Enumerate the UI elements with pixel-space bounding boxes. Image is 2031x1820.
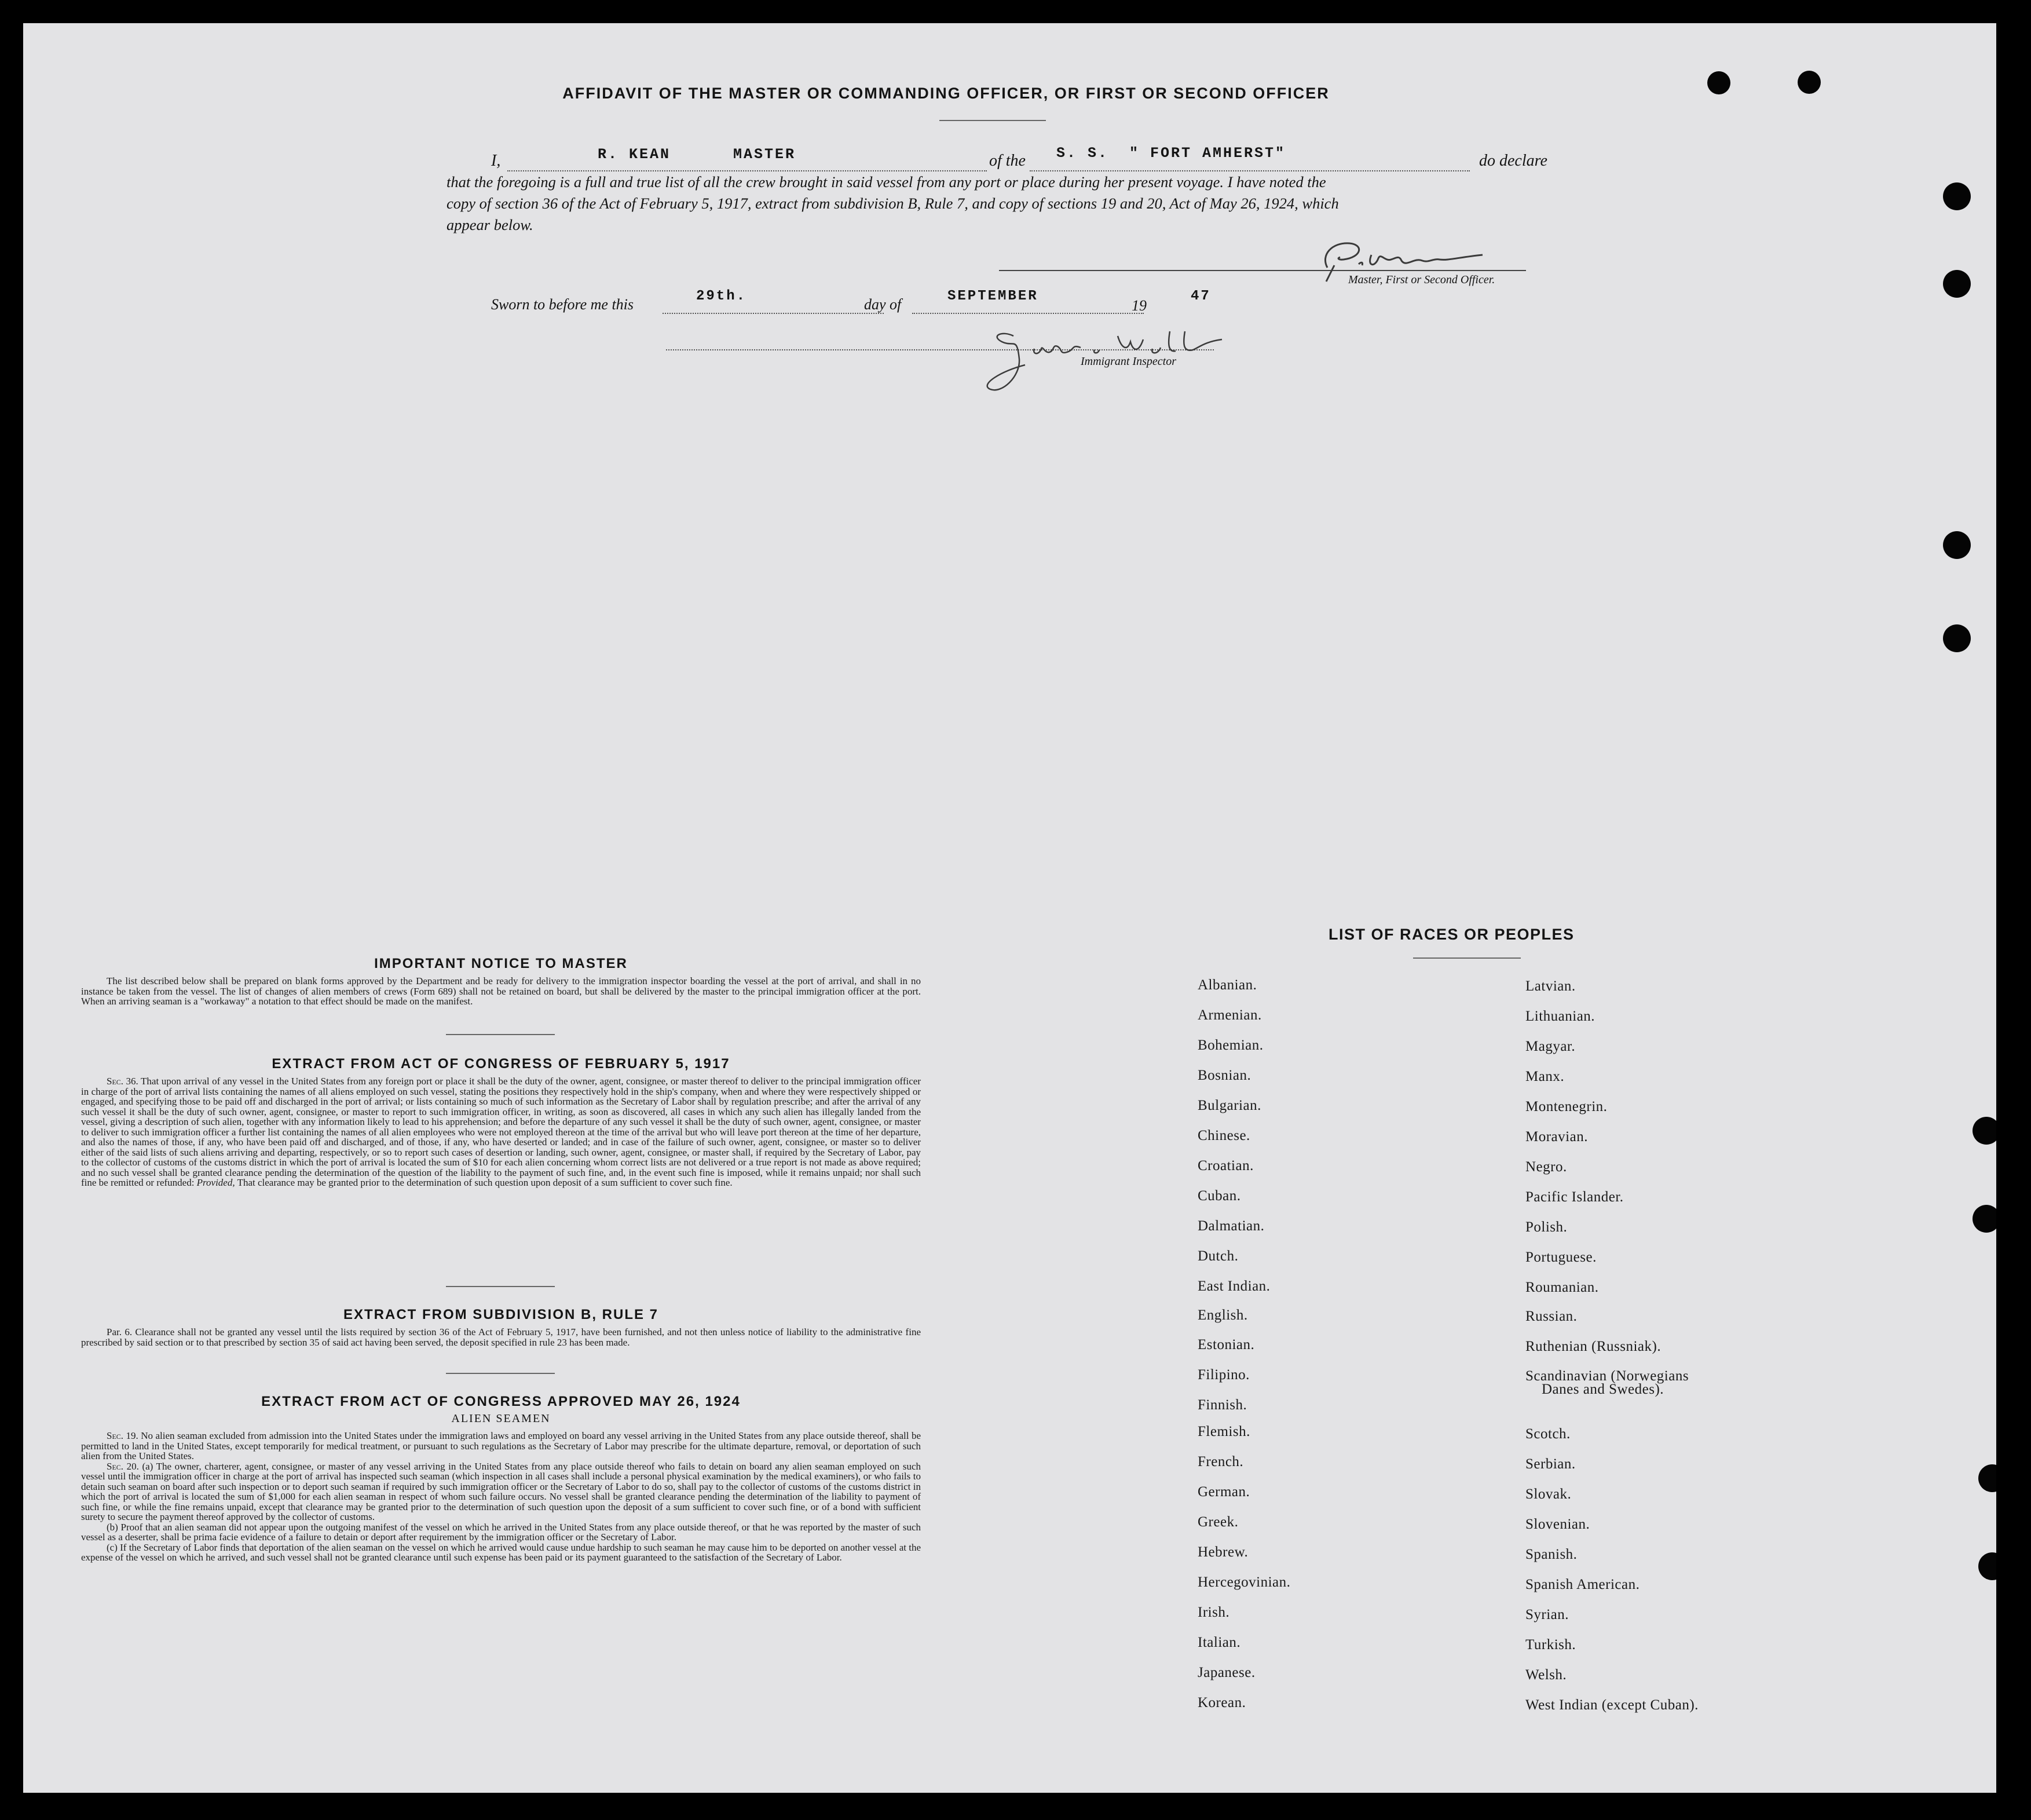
extract-rule7-title: EXTRACT FROM SUBDIVISION B, RULE 7 [343,1307,659,1322]
race-item: Scotch. [1525,1426,1571,1442]
race-item: Polish. [1525,1219,1568,1235]
race-item: Cuban. [1198,1188,1241,1204]
race-item: Russian. [1525,1309,1578,1324]
race-item: Negro. [1525,1159,1567,1175]
binder-hole [1973,1117,1996,1145]
race-item: Filipino. [1198,1367,1250,1383]
race-item: Moravian. [1525,1129,1588,1145]
races-title: LIST OF RACES OR PEOPLES [1329,926,1575,943]
section-number: Sec. 36. [107,1076,138,1087]
sworn-month-typed: SEPTEMBER [947,288,1038,304]
race-item: Flemish. [1198,1424,1250,1439]
sworn-month-line [912,313,1144,314]
race-item: Slovenian. [1525,1516,1590,1532]
sworn-day-typed: 29th. [696,288,747,304]
vessel-line [1030,170,1470,171]
race-item: French. [1198,1454,1244,1470]
master-caption: Master, First or Second Officer. [1348,273,1495,286]
section-20c-text: (c) If the Secretary of Labor finds that deportation of the alien seaman on the vessel on which he arrived would cause undue hardship to such seaman he may cause him to be deported on another vessel at the expense of the vessel on which he arrived, and such vessel shall not be granted clearance until such expense has been paid or its payment guaranteed to the satisfaction of the Secretary of Labor. [81,1541,921,1563]
divider [446,1286,555,1287]
race-item: Bulgarian. [1198,1098,1261,1113]
binder-hole [1943,182,1971,210]
race-item: Manx. [1525,1069,1565,1084]
race-item: Albanian. [1198,977,1257,993]
vessel-name-typed: S. S. " FORT AMHERST" [1056,145,1286,162]
extract-1924-body [81,1431,921,1563]
race-item: Croatian. [1198,1158,1254,1174]
affidavit-text-line: copy of section 36 of the Act of February 5, 1917, extract from subdivision B, Rule 7, and copy of sections 19 and 20, Act of May 26, 1924, which [447,195,1339,212]
binder-hole [1978,1464,1996,1492]
race-item: Danes and Swedes). [1542,1382,1664,1397]
notice-body [81,976,921,1007]
alien-seamen-subtitle: ALIEN SEAMEN [451,1412,551,1425]
race-item: Portuguese. [1525,1249,1597,1265]
race-item: Japanese. [1198,1665,1256,1680]
binder-hole [1973,1205,1996,1233]
race-item: Hercegovinian. [1198,1574,1291,1590]
affidavit-i-label: I, [491,152,501,170]
divider [446,1034,555,1035]
race-item: West Indian (except Cuban). [1525,1697,1699,1713]
race-item: Chinese. [1198,1128,1250,1143]
race-item: Spanish. [1525,1547,1578,1562]
notice-text: The list described below shall be prepared on blank forms approved by the Department and be ready for delivery to the immigration inspector boarding the vessel at the port of arrival, and shall in no instance be taken from the vessel. The list of changes of alien members of crews (Form 689) shall not be retained on board, but shall be delivered by the master to the principal immigration officer at the port. When an arriving seaman is a "workaway" a notation to that effect should be made on the manifest. [81,975,921,1007]
provided-word: Provided, [196,1177,235,1188]
of-the-label: of the [989,152,1026,170]
race-item: Finnish. [1198,1397,1247,1413]
race-item: Armenian. [1198,1007,1262,1023]
rule7-text: Par. 6. Clearance shall not be granted any vessel until the lists required by section 36 of the Act of February 5, 1917, have been furnished, and not then unless notice of liability to the administrative fine prescribed by said section or to that prescribed by section 35 of said act having been served, the deposit specified in rule 23 has been made. [81,1326,921,1348]
year-prefix: 19 [1132,297,1147,314]
race-item: Montenegrin. [1525,1099,1608,1114]
year-typed: 47 [1191,288,1211,304]
race-item: Irish. [1198,1605,1230,1620]
day-of-label: day of [864,296,902,313]
notice-title: IMPORTANT NOTICE TO MASTER [374,956,628,971]
race-item: Syrian. [1525,1607,1569,1622]
extract-rule7-body [81,1327,921,1347]
race-item: Dutch. [1198,1248,1239,1264]
sworn-label: Sworn to before me this [491,296,634,313]
do-declare-label: do declare [1479,152,1547,170]
affidavit-text-line: appear below. [447,216,533,233]
binder-hole [1978,1552,1996,1580]
race-item: Italian. [1198,1635,1241,1650]
extract-1924-title: EXTRACT FROM ACT OF CONGRESS APPROVED MAY 26, 1924 [261,1394,741,1409]
race-item: Spanish American. [1525,1577,1640,1592]
binder-hole [1943,270,1971,298]
section-36-text-end: That clearance may be granted prior to the determination of such question upon deposit of a sum sufficient to cover such fine. [237,1177,733,1188]
name-line [507,170,987,171]
race-item: Estonian. [1198,1337,1255,1353]
race-item: East Indian. [1198,1278,1271,1294]
race-item: Magyar. [1525,1039,1576,1054]
race-item: Slovak. [1525,1486,1572,1502]
inspector-caption: Immigrant Inspector [1081,355,1176,368]
race-item: Roumanian. [1525,1280,1599,1295]
race-item: Scandinavian (Norwegians [1525,1368,1689,1384]
binder-hole [1943,531,1971,559]
race-item: Bosnian. [1198,1068,1251,1083]
race-item: Serbian. [1525,1456,1576,1472]
race-item: Lithuanian. [1525,1008,1595,1024]
affidavit-title: AFFIDAVIT OF THE MASTER OR COMMANDING OFFICER, OR FIRST OR SECOND OFFICER [562,85,1330,102]
race-item: English. [1198,1307,1248,1323]
race-item: Bohemian. [1198,1037,1264,1053]
binder-hole [1943,624,1971,652]
race-item: Ruthenian (Russniak). [1525,1339,1662,1354]
race-item: Greek. [1198,1514,1239,1530]
section-number: Sec. 20. [107,1460,139,1472]
section-19-text: No alien seaman excluded from admission into the United States under the immigration laws and employed on board any vessel arriving in the United States from any place outside thereof, shall be permitted to land in the United States, except temporarily for medical treatment, or pursuant to such regulations as the Secretary of Labor may prescribe for the ultimate departure, removal, or deportation of such alien from the United States. [81,1430,921,1461]
race-item: Turkish. [1525,1637,1576,1653]
race-item: German. [1198,1484,1250,1500]
master-name-typed: R. KEAN MASTER [598,146,796,163]
section-20a-text: (a) The owner, charterer, agent, consignee, or master of any vessel arriving in the United States from any place outside thereof who fails to detain on board any alien seaman employed on such vessel until the immigration officer in charge at the port of arrival has inspected such seaman (which inspection in all cases shall include a personal physical examination by the medical examiners), or who fails to detain such seaman on board after such inspection or to deport such seaman if required by such immigration officer or the Secretary of Labor to do so, shall pay to the collector of customs of the customs district in which the port of arrival is located the sum of $1,000 for each alien seaman in respect of whom such failure occurs. No vessel shall be granted clearance pending the determination of the liability to payment of such fine, or while the fine remains unpaid, except that clearance may be granted prior to the determination of such question upon the deposit of a sum sufficient to cover such fine, or of a bond with sufficient surety to secure the payment thereof approved by the collector of customs. [81,1460,921,1522]
sworn-day-line [663,313,884,314]
divider [446,1373,555,1374]
manifest-page [23,23,1996,1793]
race-item: Dalmatian. [1198,1218,1265,1234]
race-item: Latvian. [1525,978,1576,994]
divider [939,120,1046,121]
race-item: Hebrew. [1198,1544,1249,1560]
section-20b-text: (b) Proof that an alien seaman did not appear upon the outgoing manifest of the vessel on which he arrived in the United States from any place outside thereof, or that he was reported by the master of such vessel as a deserter, shall be prima facie evidence of a failure to detain or deport after requirement by the immigration officer or the Secretary of Labor. [81,1521,921,1543]
affidavit-text-line: that the foregoing is a full and true list of all the crew brought in said vessel from any port or place during her present voyage. I have noted the [447,173,1326,191]
extract-1917-body [81,1076,921,1188]
race-item: Welsh. [1525,1667,1567,1683]
race-item: Korean. [1198,1695,1246,1711]
divider [1413,957,1521,959]
race-item: Pacific Islander. [1525,1189,1624,1205]
section-36-text: That upon arrival of any vessel in the United States from any foreign port or place it shall be the duty of the owner, agent, consignee, or master thereof to deliver to the principal immigration officer in charge of the port of arrival lists containing the names of all aliens employed on such vessel, stating the positions they respectively hold in the ship's company, when and where they were respectively shipped or engaged, and specifying those to be paid off and discharged in the port of arrival; or lists containing so much of such information as the Secretary of Labor shall by regulation prescribe; and after the arrival of any such vessel it shall be the duty of such owner, agent, consignee, or master to report to such immigration officer, in writing, as soon as discovered, all cases in which any such alien has illegally landed from the vessel, giving a description of such alien, together with any information likely to lead to his apprehension; and before the departure of any such vessel it shall be the duty of such owner, agent, consignee, or master to deliver to such immigration officer a further list containing the names of all alien employees who were not employed thereon at the time of the arrival but who will leave port thereon at the time of her departure, and also the names of those, if any, who have been paid off and discharged, and of those, if any, who have deserted or landed; and in case of the failure of such owner, agent, consignee, or master so to deliver either of the said lists of such aliens arriving and departing, respectively, or so to report such cases of desertion or landing, such owner, agent, consignee, or master shall, if required by the Secretary of Labor, pay to the collector of customs of the customs district in which the port of arrival is located the sum of $10 for each alien concerning whom correct lists are not delivered or a true report is not made as above required; and no such vessel shall be granted clearance pending the determination of the question of the liability to the payment of such fine, and, in the event such fine is imposed, while it remains unpaid; nor shall such fine be remitted or refunded: [81,1076,921,1188]
extract-1917-title: EXTRACT FROM ACT OF CONGRESS OF FEBRUARY 5, 1917 [272,1056,730,1072]
section-number: Sec. 19. [107,1430,138,1441]
